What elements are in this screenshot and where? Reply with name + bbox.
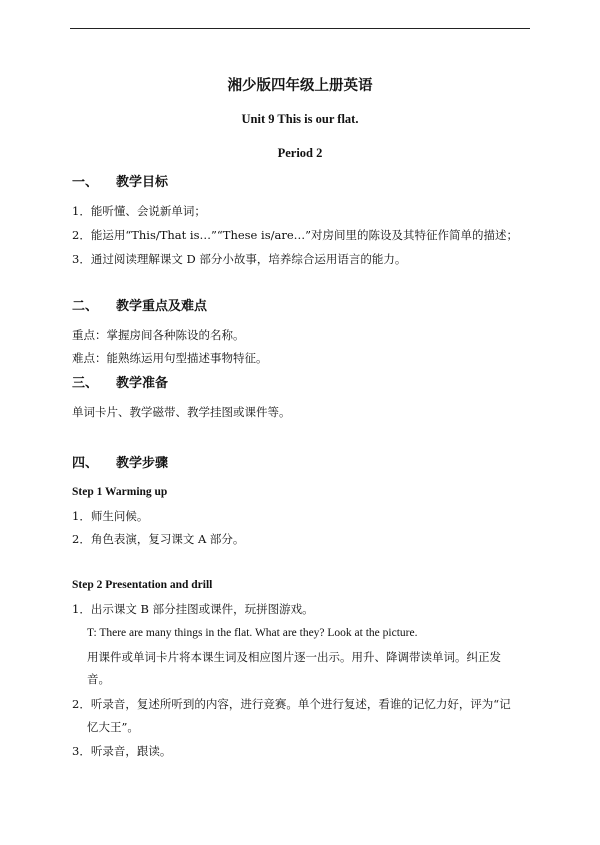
step-title: Step 2 Presentation and drill xyxy=(72,579,213,591)
section-heading-objectives xyxy=(72,175,168,190)
section-number: 四、 xyxy=(72,456,99,471)
section-title: 教学步骤 xyxy=(116,456,169,471)
section-heading-steps xyxy=(72,456,168,471)
paragraph: 音。 xyxy=(87,672,110,686)
section-heading-preparation xyxy=(72,376,168,391)
list-item: 1．出示课文 B 部分挂图或课件，玩拼图游戏。 xyxy=(72,602,314,616)
list-item: 1．师生问候。 xyxy=(72,509,149,523)
period-title: Period 2 xyxy=(277,146,323,160)
list-item-continuation: 忆大王”。 xyxy=(87,720,139,734)
section-title: 教学目标 xyxy=(116,175,169,190)
list-item: 3．听录音，跟读。 xyxy=(72,744,172,758)
unit-title: Unit 9 This is our flat. xyxy=(241,112,359,126)
list-item: 2．角色表演，复习课文 A 部分。 xyxy=(72,532,245,546)
paragraph: 单词卡片、教学磁带、教学挂图或课件等。 xyxy=(72,405,291,419)
section-number: 三、 xyxy=(72,376,99,391)
list-item: 2．听录音，复述所听到的内容，进行竞赛。单个进行复述，看谁的记忆力好，评为“记 xyxy=(72,697,511,711)
header-rule xyxy=(70,28,530,29)
list-item: 难点：能熟练运用句型描述事物特征。 xyxy=(72,351,268,365)
section-title: 教学重点及难点 xyxy=(116,299,208,314)
document-title: 湘少版四年级上册英语 xyxy=(227,77,373,94)
list-item: 3．通过阅读理解课文 D 部分小故事，培养综合运用语言的能力。 xyxy=(72,252,407,266)
list-item: 1．能听懂、会说新单词； xyxy=(72,204,206,218)
list-item: 重点：掌握房间各种陈设的名称。 xyxy=(72,328,245,342)
section-number: 一、 xyxy=(72,175,99,190)
teacher-line: T: There are many things in the flat. What are they? Look at the picture. xyxy=(87,627,418,639)
section-heading-key-points xyxy=(72,299,207,314)
list-item: 2．能运用“This/That is…”“These is/are…”对房间里的陈设及其特征作简单的描述； xyxy=(72,228,519,242)
paragraph: 用课件或单词卡片将本课生词及相应图片逐一出示。用升、降调带读单词。纠正发 xyxy=(87,650,501,664)
section-number: 二、 xyxy=(72,299,99,314)
section-title: 教学准备 xyxy=(116,376,169,391)
step-title: Step 1 Warming up xyxy=(72,486,168,498)
